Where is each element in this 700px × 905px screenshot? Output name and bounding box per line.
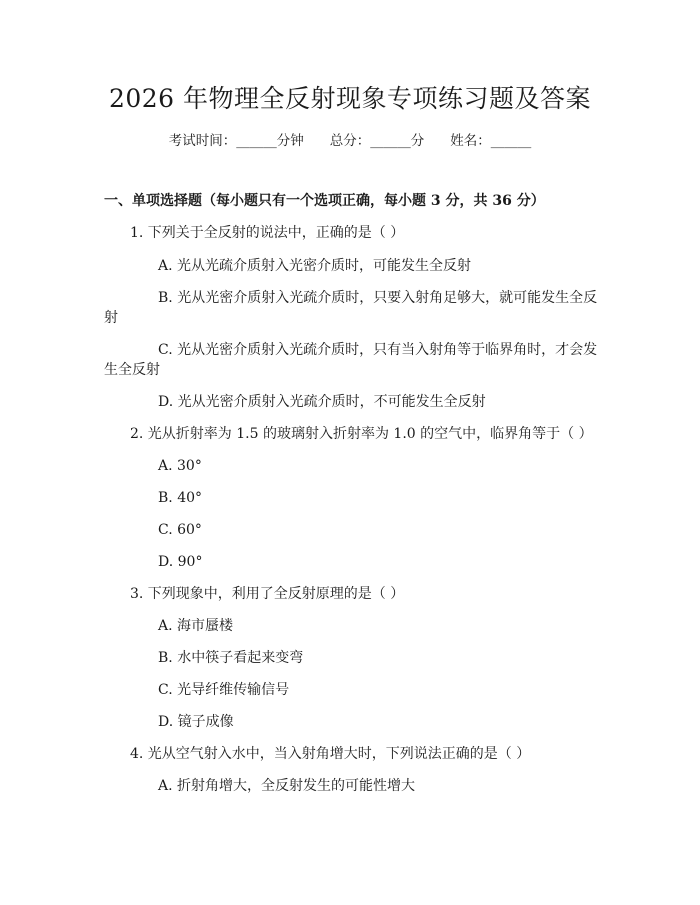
question-1-stem: 1. 下列关于全反射的说法中，正确的是（ ） [130, 225, 405, 241]
question-1-option-c: C. 光从光密介质射入光疏介质时，只有当入射角等于临界角时，才会发 [158, 342, 598, 358]
question-4-stem: 4. 光从空气射入水中，当入射角增大时，下列说法正确的是（ ） [130, 746, 531, 762]
section-heading: 一、单项选择题（每小题只有一个选项正确，每小题 3 分，共 36 分） [104, 193, 545, 209]
exam-time-field: 考试时间：______分钟 [168, 133, 304, 149]
question-2-option-d: D. 90° [158, 554, 203, 570]
question-3-option-b: B. 水中筷子看起来变弯 [158, 650, 304, 666]
question-1-option-a: A. 光从光疏介质射入光密介质时，可能发生全反射 [158, 258, 472, 274]
question-2-option-a: A. 30° [158, 458, 202, 474]
exam-meta [0, 131, 700, 151]
question-2-option-b: B. 40° [158, 490, 203, 506]
question-3-stem: 3. 下列现象中，利用了全反射原理的是（ ） [130, 586, 405, 602]
question-1-option-d: D. 光从光密介质射入光疏介质时，不可能发生全反射 [158, 394, 486, 410]
question-1-option-b: B. 光从光密介质射入光疏介质时，只要入射角足够大，就可能发生全反 [158, 290, 598, 306]
question-1-option-b-cont: 射 [104, 310, 118, 326]
page-title: 2026 年物理全反射现象专项练习题及答案 [108, 84, 592, 113]
question-4-option-a: A. 折射角增大，全反射发生的可能性增大 [158, 778, 416, 794]
question-1-option-c-cont: 生全反射 [104, 362, 160, 378]
question-2-option-c: C. 60° [158, 522, 202, 538]
question-2-stem: 2. 光从折射率为 1.5 的玻璃射入折射率为 1.0 的空气中，临界角等于（ ） [130, 426, 593, 442]
question-3-option-d: D. 镜子成像 [158, 714, 234, 730]
question-3-option-c: C. 光导纤维传输信号 [158, 682, 290, 698]
student-name-field: 姓名：______ [450, 133, 532, 149]
question-3-option-a: A. 海市蜃楼 [158, 618, 234, 634]
total-score-field: 总分：______分 [329, 133, 425, 149]
